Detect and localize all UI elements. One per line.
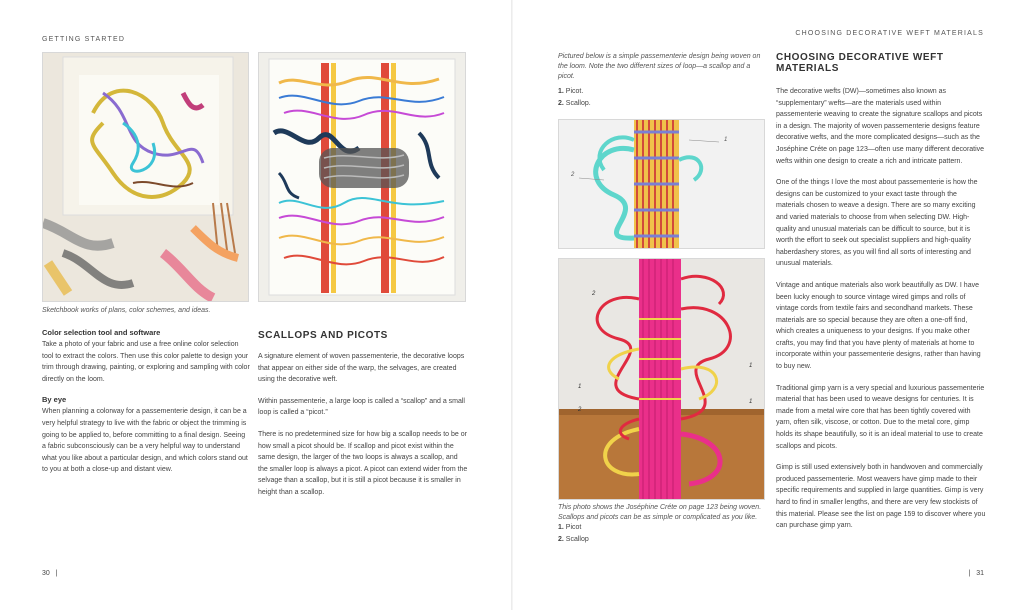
bottom-list-num-1: 1. bbox=[558, 524, 564, 531]
weaving-photo-1 bbox=[558, 119, 765, 249]
page-number-right: 31 bbox=[976, 570, 984, 577]
photo1-label-2: 2 bbox=[571, 172, 575, 178]
folio-left bbox=[42, 570, 57, 577]
by-eye-text: When planning a colorway for a passementerie design, it can be a very helpful strategy to live with the fabric or object the trimming is going to be applied to, before committing to a final design. Seeing a fabric subconsciously can be a very helpful way to understand what you like about a particular design, and which colors stand out to you at both a close-up and distant view. bbox=[42, 408, 248, 474]
folio-divider-left: | bbox=[51, 570, 58, 577]
photo2-label-2: 1 bbox=[749, 363, 753, 369]
photo2-label-4: 2 bbox=[578, 407, 582, 413]
weft-p2: One of the things I love the most about passementerie is how the designs can be customized to your exact taste through the materials chosen to weave a design. There are so many exciting and varied materials to choose from when selecting DW. High-quality and unusual materials can be difficult to source, but it is worth the effort to seek out specialist suppliers and high-quality haberdashery stores, as you will find all sorts of interesting and unusual materials. bbox=[776, 179, 978, 268]
scallops-p2: Within passementerie, a large loop is called a “scallop” and a small loop is called a “picot.” bbox=[258, 397, 465, 417]
weaving-illustration-2 bbox=[559, 259, 764, 499]
folio-right bbox=[969, 570, 984, 577]
weft-p1: The decorative wefts (DW)—sometimes also known as “supplementary” wefts—are the materials used within passementerie weaving to create the signature scallops and picots in a design. The majority of woven passementerie designs feature decorative wefts, and the more complicated designs—such as the Joséphine Créte on page 123—often use many different decorative wefts within one design to create a rich and intricate pattern. bbox=[776, 88, 985, 165]
weaving-photo-2 bbox=[558, 258, 765, 500]
top-list-label-2: Scallop. bbox=[565, 100, 591, 107]
photo2-label-1: 2 bbox=[592, 291, 596, 297]
top-caption-list bbox=[558, 86, 758, 110]
bottom-list-num-2: 2. bbox=[558, 536, 564, 543]
top-list-item-1 bbox=[558, 86, 758, 98]
sketchbook-illustration-2 bbox=[259, 53, 465, 301]
color-tool-heading: Color selection tool and software bbox=[42, 328, 161, 337]
weft-p3: Vintage and antique materials also work beautifully as DW. I have been lucky enough to source vintage wired gimps and rolls of vintage cords from textile fairs and secondhand markets. These materials are so special because they are often a one-off find, which creates a uniqueness to your designs. If you make other crafts, you may find that you have plenty of materials at home to incorporate within your passementerie designs, rather than having to buy new. bbox=[776, 281, 981, 371]
scallops-p1: A signature element of woven passementerie, the decorative loops that appear on either side of the warp, the selvages, are created using the decorative weft. bbox=[258, 353, 465, 384]
weft-column bbox=[776, 52, 986, 542]
weft-p4: Traditional gimp yarn is a very special and luxurious passementerie material that has been used to weave designs for centuries. It is made from a metal wire core that has been tightly covered with yarn, often silk, viscose, or cotton. Due to the metal core, gimp holds its shape beautifully, so it is an ideal material to use to create scallops and picots. bbox=[776, 384, 985, 450]
scallops-heading: SCALLOPS AND PICOTS bbox=[258, 330, 388, 341]
sketchbook-caption: Sketchbook works of plans, color schemes, and ideas. bbox=[42, 307, 211, 314]
sketchbook-photo-2 bbox=[258, 52, 466, 302]
bottom-list-label-1: Picot bbox=[565, 524, 582, 531]
scallops-column bbox=[258, 330, 468, 509]
running-head-left: GETTING STARTED bbox=[42, 36, 126, 43]
photo1-label-1: 1 bbox=[724, 137, 728, 143]
photo2-label-5: 1 bbox=[749, 399, 753, 405]
right-page bbox=[512, 0, 1024, 610]
color-tool-text: Take a photo of your fabric and use a free online color selection tool to extract the colors. Then use this color palette to design your trim through drawing, painting, or exploring and sampling with color directly on the loom. bbox=[42, 341, 250, 383]
top-list-label-1: Picot. bbox=[565, 88, 584, 95]
running-head-right: CHOOSING DECORATIVE WEFT MATERIALS bbox=[795, 30, 984, 37]
top-list-num-2: 2. bbox=[558, 100, 564, 107]
by-eye-heading: By eye bbox=[42, 395, 67, 405]
bottom-list-item-1 bbox=[558, 522, 758, 534]
bottom-caption-list bbox=[558, 522, 758, 546]
bottom-caption: This photo shows the Joséphine Créte on page 123 being woven. Scallops and picots can be as simple or complicated as you like. bbox=[558, 504, 762, 521]
weaving-illustration-1 bbox=[559, 120, 764, 248]
weft-p5: Gimp is still used extensively both in handwoven and commercially produced passementerie. Most weavers have gimp made to their specific requirements and supplied in large quantities. Gimp is very hard to find in smaller lengths, and there are very few stockists of this material. Please see the list on page 159 to discover where you can purchase gimp yarn. bbox=[776, 464, 986, 530]
bottom-list-label-2: Scallop bbox=[565, 536, 589, 543]
sketchbook-illustration-1 bbox=[43, 53, 248, 301]
left-column bbox=[42, 328, 250, 486]
page-number-left: 30 bbox=[42, 570, 50, 577]
bottom-list-item-2 bbox=[558, 534, 758, 546]
scallops-p3: There is no predetermined size for how big a scallop needs to be or how small a picot should be. If scallop and picot exist within the same design, the larger of the two loops is always a scallop, and the smaller loop is always a picot. A picot can extend wider from the selvage than a scallop, but it is still a picot because it is smaller in height than a scallop. bbox=[258, 430, 468, 496]
top-list-num-1: 1. bbox=[558, 88, 564, 95]
sketchbook-photo-1 bbox=[42, 52, 249, 302]
folio-divider-right: | bbox=[968, 570, 975, 577]
top-caption: Pictured below is a simple passementerie design being woven on the loom. Note the two different sizes of loop—a scallop and a picot. bbox=[558, 53, 761, 80]
photo2-label-3: 1 bbox=[578, 384, 582, 390]
top-list-item-2 bbox=[558, 98, 758, 110]
weft-heading: CHOOSING DECORATIVE WEFT MATERIALS bbox=[776, 52, 944, 74]
